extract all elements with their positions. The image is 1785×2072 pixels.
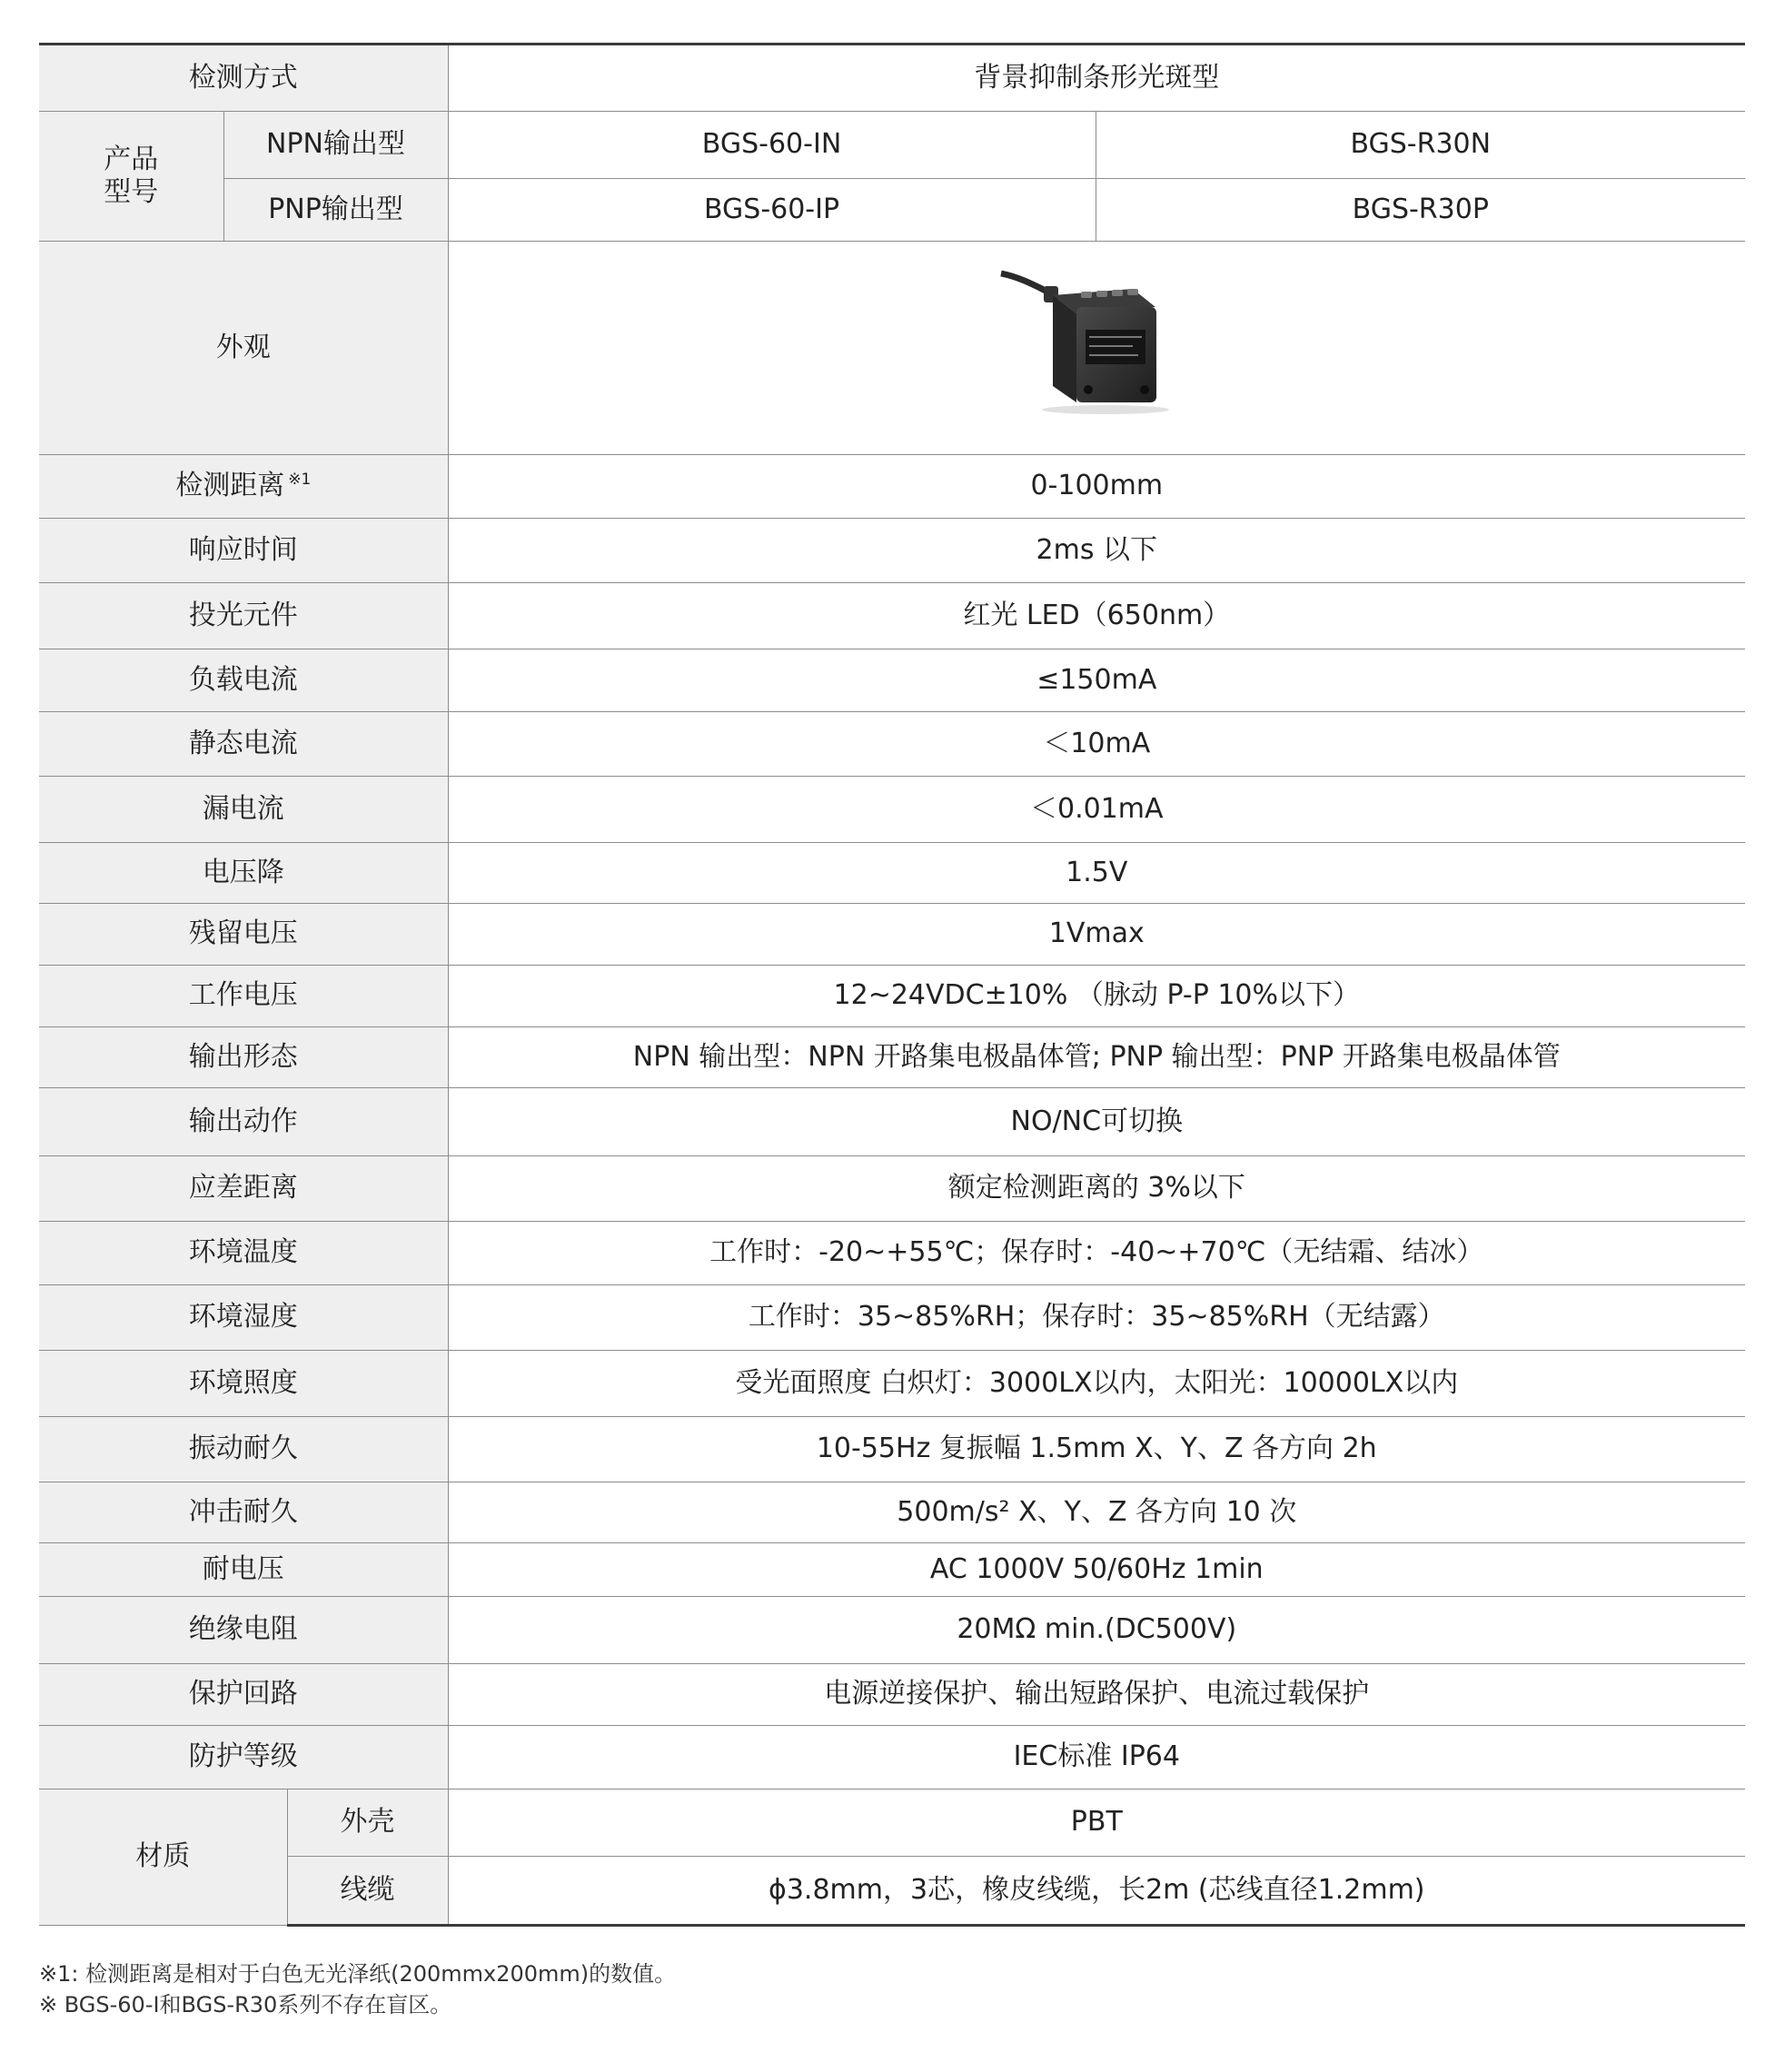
- spec-table: [39, 43, 1745, 1927]
- spec-value: 红光 LED（650nm）: [448, 583, 1745, 649]
- row-spec: [39, 966, 1745, 1027]
- spec-sheet: [39, 43, 1745, 1927]
- spec-value: 工作时：35~85%RH；保存时：35~85%RH（无结露）: [448, 1285, 1745, 1351]
- row-npn-model: [39, 112, 1745, 179]
- row-spec: [39, 1285, 1745, 1351]
- value-detection-method: 背景抑制条形光斑型: [448, 45, 1745, 112]
- row-spec: [39, 649, 1745, 712]
- spec-value: 1Vmax: [448, 904, 1745, 966]
- spec-label: 工作电压: [39, 966, 448, 1027]
- label-detection-distance: [39, 455, 448, 519]
- spec-label: 振动耐久: [39, 1417, 448, 1482]
- row-spec: [39, 843, 1745, 904]
- spec-label: 输出形态: [39, 1027, 448, 1088]
- detection-distance-text: 检测距离: [175, 470, 285, 502]
- label-housing: 外壳: [287, 1789, 448, 1857]
- spec-label: 负载电流: [39, 649, 448, 712]
- row-spec: [39, 1726, 1745, 1789]
- spec-value: NO/NC可切换: [448, 1088, 1745, 1156]
- row-appearance: [39, 242, 1745, 455]
- spec-value: 电源逆接保护、输出短路保护、电流过载保护: [448, 1664, 1745, 1726]
- spec-label: 漏电流: [39, 777, 448, 843]
- spec-value: 20MΩ min.(DC500V): [448, 1597, 1745, 1664]
- spec-label: 投光元件: [39, 583, 448, 649]
- row-spec: [39, 777, 1745, 843]
- spec-label: 响应时间: [39, 519, 448, 583]
- row-spec: [39, 1222, 1745, 1285]
- row-spec: [39, 1351, 1745, 1417]
- row-spec: [39, 712, 1745, 777]
- spec-label: 静态电流: [39, 712, 448, 777]
- spec-label: 应差距离: [39, 1156, 448, 1222]
- spec-label: 输出动作: [39, 1088, 448, 1156]
- row-spec: [39, 904, 1745, 966]
- spec-label: 电压降: [39, 843, 448, 904]
- spec-value: 2ms 以下: [448, 519, 1745, 583]
- spec-value: ＜0.01mA: [448, 777, 1745, 843]
- spec-label: 环境温度: [39, 1222, 448, 1285]
- spec-label: 绝缘电阻: [39, 1597, 448, 1664]
- row-spec: [39, 519, 1745, 583]
- sensor-image: [997, 266, 1196, 430]
- value-npn-model-2: BGS-R30N: [1096, 112, 1745, 179]
- spec-label: 冲击耐久: [39, 1482, 448, 1543]
- footnote-1: ※1: 检测距离是相对于白色无光泽纸(200mmx200mm)的数值。: [39, 1961, 677, 1987]
- value-housing: PBT: [448, 1789, 1745, 1857]
- footnotes: [39, 1958, 676, 2020]
- product-model-text: 产品型号: [104, 144, 159, 208]
- label-appearance: 外观: [39, 242, 448, 455]
- label-npn-output: NPN输出型: [223, 112, 448, 179]
- spec-value: ≤150mA: [448, 649, 1745, 712]
- footnote-2: ※ BGS-60-I和BGS-R30系列不存在盲区。: [39, 1992, 452, 2017]
- value-pnp-model-2: BGS-R30P: [1096, 179, 1745, 242]
- spec-label: 防护等级: [39, 1726, 448, 1789]
- spec-value: 10-55Hz 复振幅 1.5mm X、Y、Z 各方向 2h: [448, 1417, 1745, 1482]
- row-spec: [39, 1088, 1745, 1156]
- value-npn-model-1: BGS-60-IN: [448, 112, 1096, 179]
- label-material: 材质: [39, 1789, 287, 1926]
- spec-value: ＜10mA: [448, 712, 1745, 777]
- spec-value: 12~24VDC±10% （脉动 P-P 10%以下）: [448, 966, 1745, 1027]
- value-cable: ϕ3.8mm，3芯，橡皮线缆，长2m (芯线直径1.2mm): [448, 1857, 1745, 1926]
- spec-label: 环境照度: [39, 1351, 448, 1417]
- spec-value: 500m/s² X、Y、Z 各方向 10 次: [448, 1482, 1745, 1543]
- spec-value: NPN 输出型：NPN 开路集电极晶体管; PNP 输出型：PNP 开路集电极晶体管: [448, 1027, 1745, 1088]
- label-detection-method: 检测方式: [39, 45, 448, 112]
- spec-value: 1.5V: [448, 843, 1745, 904]
- label-cable: 线缆: [287, 1857, 448, 1926]
- label-pnp-output: PNP输出型: [223, 179, 448, 242]
- spec-label: 残留电压: [39, 904, 448, 966]
- appearance-image-cell: [448, 242, 1745, 455]
- row-spec: [39, 1543, 1745, 1597]
- label-product-model: [39, 112, 223, 242]
- value-detection-distance: 0-100mm: [448, 455, 1745, 519]
- row-spec: [39, 1417, 1745, 1482]
- row-spec: [39, 1597, 1745, 1664]
- spec-label: 保护回路: [39, 1664, 448, 1726]
- row-material-housing: [39, 1789, 1745, 1857]
- spec-value: 受光面照度 白炽灯：3000LX以内，太阳光：10000LX以内: [448, 1351, 1745, 1417]
- spec-label: 环境湿度: [39, 1285, 448, 1351]
- row-detection-method: [39, 45, 1745, 112]
- value-pnp-model-1: BGS-60-IP: [448, 179, 1096, 242]
- row-spec: [39, 1664, 1745, 1726]
- row-pnp-model: [39, 179, 1745, 242]
- footnote-mark: ※1: [288, 471, 312, 490]
- row-detection-distance: [39, 455, 1745, 519]
- row-spec: [39, 1482, 1745, 1543]
- spec-value: 工作时：-20~+55℃；保存时：-40~+70℃（无结霜、结冰）: [448, 1222, 1745, 1285]
- row-spec: [39, 583, 1745, 649]
- spec-value: 额定检测距离的 3%以下: [448, 1156, 1745, 1222]
- row-material-cable: [39, 1857, 1745, 1926]
- spec-value: AC 1000V 50/60Hz 1min: [448, 1543, 1745, 1597]
- spec-label: 耐电压: [39, 1543, 448, 1597]
- row-spec: [39, 1027, 1745, 1088]
- spec-value: IEC标准 IP64: [448, 1726, 1745, 1789]
- row-spec: [39, 1156, 1745, 1222]
